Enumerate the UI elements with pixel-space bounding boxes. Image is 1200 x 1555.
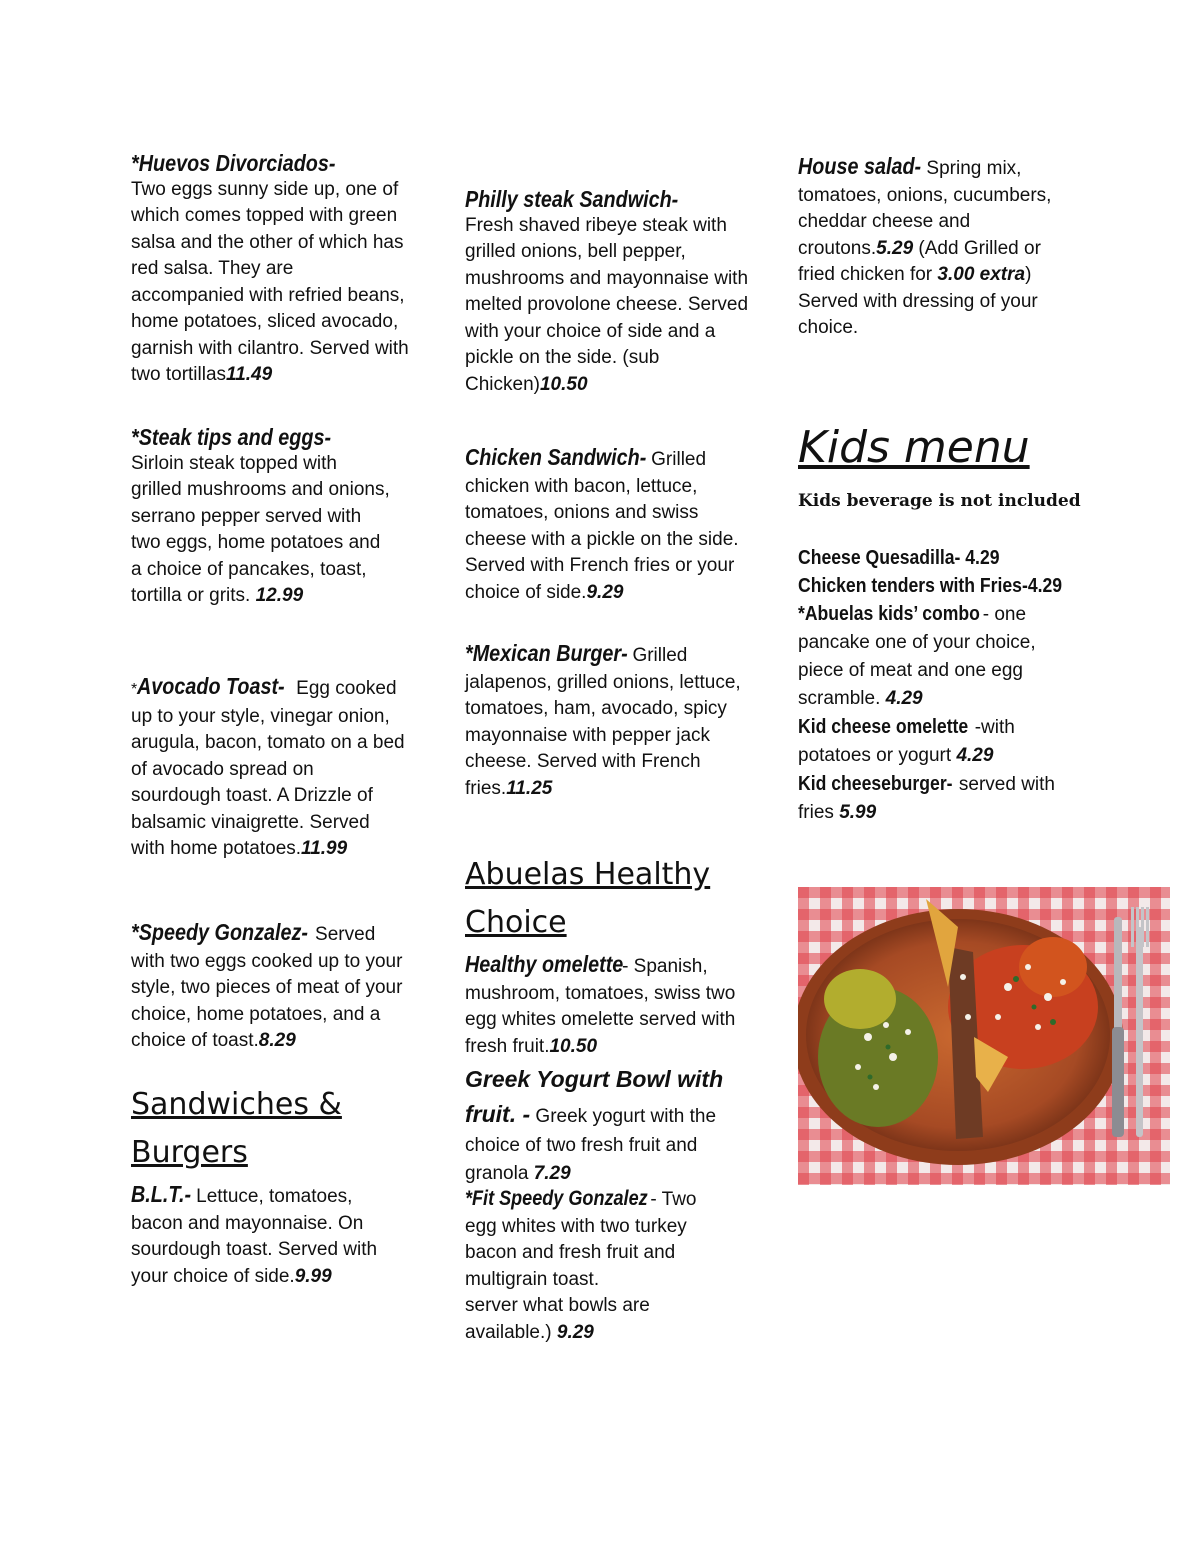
kids-menu-list	[798, 544, 1078, 827]
item-desc: Spring mix, tomatoes, onions, cucumbers, cheddar cheese and croutons.	[798, 158, 1052, 259]
item-desc: - Two egg whites with two turkey bacon and fresh fruit and multigrain toast.	[465, 1189, 697, 1290]
item-price: 9.99	[294, 1265, 332, 1287]
item-price: 8.29	[258, 1030, 296, 1051]
item-desc: Egg cooked up to your style, vinegar onion, arugula, bacon, tomato on a bed of avocado spread on sourdough toast. A Drizzle of balsamic vinaigrette. Served with home potatoes.	[131, 678, 405, 859]
item-desc: Fresh shaved ribeye steak with grilled onions, bell pepper, mushrooms and mayonnaise with melted provolone cheese. Served with your choice of side and a pickle on the side. (sub Chicken)	[465, 214, 749, 395]
item-name: B.L.T.-	[131, 1181, 192, 1207]
kids-omelette-name: Kid cheese omelette	[798, 716, 969, 738]
item-price: 7.29	[533, 1162, 571, 1184]
kids-burger-price: 5.99	[839, 802, 877, 823]
menu-item-greek-yogurt	[465, 1062, 740, 1187]
item-price: 11.99	[301, 838, 348, 859]
food-photo	[798, 887, 1170, 1185]
item-desc-note: server what bowls are available.)	[465, 1295, 650, 1343]
item-name: Philly steak Sandwich-	[465, 186, 679, 212]
menu-item-fit-speedy	[465, 1186, 730, 1346]
item-desc: Two eggs sunny side up, one of which comes topped with green salsa and the other of which has red salsa. They are accompanied with refried beans, home potatoes, sliced avocado, garnish with cilantro. Served with two tortillas	[131, 178, 409, 385]
kids-combo-price: 4.29	[885, 688, 923, 709]
item-name: Avocado Toast-	[137, 673, 285, 699]
item-desc: Grilled chicken with bacon, lettuce, tomatoes, onions and swiss cheese with a pickle on the side. Served with French fries or your choice of side.	[465, 449, 739, 603]
kids-combo-desc: - one pancake one of your choice, piece of meat and one egg scramble.	[798, 604, 1036, 709]
food-photo-illustration	[798, 887, 1170, 1185]
item-price: 12.99	[255, 585, 304, 606]
item-name: *Steak tips and eggs-	[131, 424, 332, 450]
kids-burger-name: Kid cheeseburger-	[798, 773, 953, 795]
kids-item-omelette	[798, 713, 1078, 770]
item-close: )	[1025, 264, 1032, 285]
menu-item-avocado-toast	[131, 673, 406, 863]
kids-item-tenders: Chicken tenders with Fries-4.29	[798, 575, 1063, 597]
kids-item-quesadilla: Cheese Quesadilla- 4.29	[798, 547, 1000, 569]
item-addon: (Add Grilled or fried chicken for	[798, 237, 1041, 285]
kids-item-combo	[798, 600, 1078, 713]
menu-item-blt	[131, 1181, 401, 1290]
item-price: 11.49	[226, 364, 273, 385]
item-desc: - Spanish, mushroom, tomatoes, swiss two egg whites omelette served with fresh fruit.	[465, 956, 736, 1057]
item-price: 5.29	[876, 237, 914, 259]
menu-item-speedy-gonzalez	[131, 919, 403, 1055]
item-name: *Mexican Burger-	[465, 640, 628, 666]
menu-item-healthy-omelette	[465, 951, 740, 1060]
item-name: Healthy omelette	[465, 951, 624, 977]
menu-item-steak-tips	[131, 424, 391, 610]
item-name: *Speedy Gonzalez-	[131, 919, 308, 945]
item-star: *	[131, 681, 138, 698]
item-price: 10.50	[549, 1035, 598, 1057]
item-desc: Sirloin steak topped with grilled mushrooms and onions, serrano pepper served with two eggs, home potatoes and a choice of pancakes, toast, tortilla or grits.	[131, 452, 390, 606]
item-name: House salad-	[798, 153, 922, 179]
kids-omelette-price: 4.29	[956, 745, 994, 766]
kids-menu-note: Kids beverage is not included	[798, 491, 1081, 511]
item-tail: Served with dressing of your choice.	[798, 290, 1038, 338]
item-price: 9.29	[586, 581, 624, 603]
kids-omelette-desc: -with potatoes or yogurt	[798, 717, 1015, 766]
menu-item-huevos	[131, 150, 411, 389]
item-desc: Greek yogurt with the choice of two fresh fruit and granola	[465, 1106, 717, 1184]
kids-item-cheeseburger	[798, 770, 1078, 827]
item-price: 10.50	[539, 373, 588, 395]
item-name: *Huevos Divorciados-	[131, 150, 336, 176]
item-price: 9.29	[556, 1321, 594, 1343]
menu-item-house-salad	[798, 153, 1073, 342]
kids-menu-title: Kids menu	[798, 422, 1030, 473]
kids-burger-desc: served with fries	[798, 774, 1055, 823]
item-name: *Fit Speedy Gonzalez	[465, 1187, 648, 1210]
item-desc: Lettuce, tomatoes, bacon and mayonnaise. On sourdough toast. Served with your choice of side.	[131, 1186, 378, 1287]
section-heading-healthy-choice: Abuelas Healthy Choice	[465, 857, 711, 940]
item-name: Greek Yogurt Bowl with fruit. -	[465, 1066, 724, 1127]
menu-item-philly-steak	[465, 186, 750, 398]
item-desc: Grilled jalapenos, grilled onions, lettuce, tomatoes, ham, avocado, spicy mayonnaise with pepper jack cheese. Served with French fries.	[465, 645, 741, 799]
item-desc: Served with two eggs cooked up to your style, two pieces of meat of your choice, home potatoes, and a choice of toast.	[131, 924, 403, 1051]
item-extra-price: 3.00 extra	[937, 264, 1026, 285]
section-heading-sandwiches: Sandwiches & Burgers	[131, 1087, 342, 1170]
kids-combo-name: *Abuelas kids’ combo	[798, 603, 980, 625]
menu-item-mexican-burger	[465, 640, 745, 802]
menu-item-chicken-sandwich	[465, 444, 745, 606]
item-price: 11.25	[506, 777, 553, 799]
item-name: Chicken Sandwich-	[465, 444, 647, 470]
